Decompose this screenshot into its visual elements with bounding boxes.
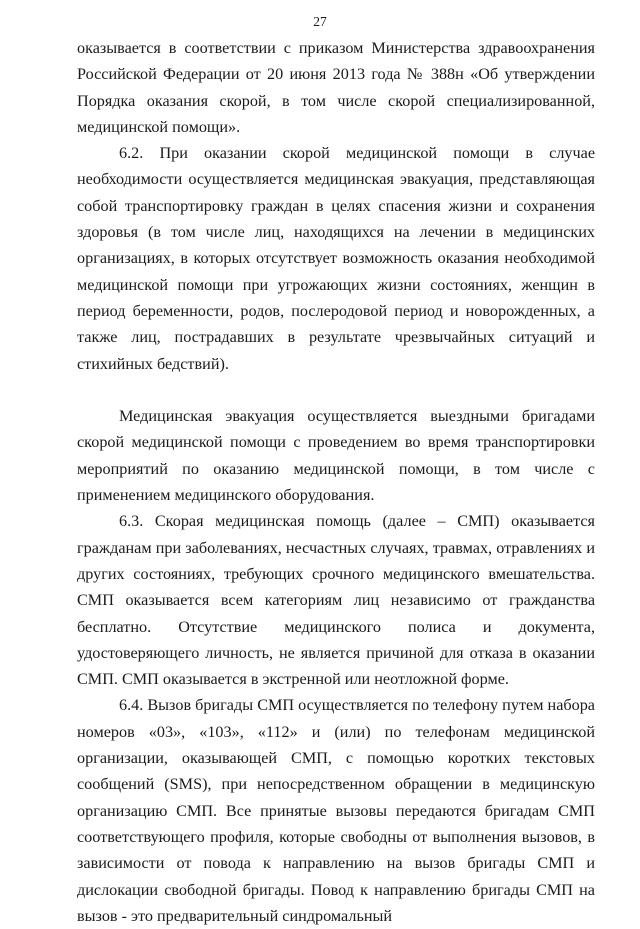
paragraph-6-4: 6.4. Вызов бригады СМП осуществляется по телефону путем набора номеров «03», «103», «112» и (или) по телефонам медицинской организации, оказывающей СМП, с помощью коротких текстовых сообщений (SMS), при непосредственном обращении в медицинскую организацию СМП. Все принятые вызовы передаются бригадам СМП соответствующего профиля, которые свободны от выполнения вызовов, в зависимости от повода к направлению на вызов бригады СМП и дислокации свободной бригады. Повод к направлению бригады СМП на вызов - это предварительный синдромальный [77, 696, 595, 925]
page-number: 27 [313, 14, 327, 29]
paragraph-medical-evacuation: Медицинская эвакуация осуществляется выездными бригадами скорой медицинской помощи с проведением во время транспортировки мероприятий по оказанию медицинской помощи, в том числе с применением медицинского оборудования. [77, 407, 595, 505]
paragraph-order-reference: оказывается в соответствии с приказом Министерства здравоохранения Российской Федерации от 20 июня 2013 года № 388н «Об утверждении Порядка оказания скорой, в том числе скорой специализированной, медицинской помощи». [77, 39, 595, 136]
paragraph-6-3: 6.3. Скорая медицинская помощь (далее – СМП) оказывается гражданам при заболеваниях, несчастных случаях, травмах, отравлениях и других состояниях, требующих срочного медицинского вмешательства. СМП оказывается всем категориям лиц независимо от гражданства бесплатно. Отсутствие медицинского полиса и документа, удостоверяющего личность, не является причиной для отказа в оказании СМП. СМП оказывается в экстренной или неотложной форме. [77, 512, 595, 689]
document-body [77, 35, 595, 929]
paragraph-6-2: 6.2. При оказании скорой медицинской помощи в случае необходимости осуществляется медицинская эвакуация, представляющая собой транспортировку граждан в целях спасения жизни и сохранения здоровья (в том числе лиц, находящихся на лечении в медицинских организациях, в которых отсутствует возможность оказания необходимой медицинской помощи при угрожающих жизни состояниях, женщин в период беременности, родов, послеродовой период и новорожденных, а также лиц, пострадавших в результате чрезвычайных ситуаций и стихийных бедствий). [77, 144, 595, 373]
blank-line [77, 377, 595, 403]
